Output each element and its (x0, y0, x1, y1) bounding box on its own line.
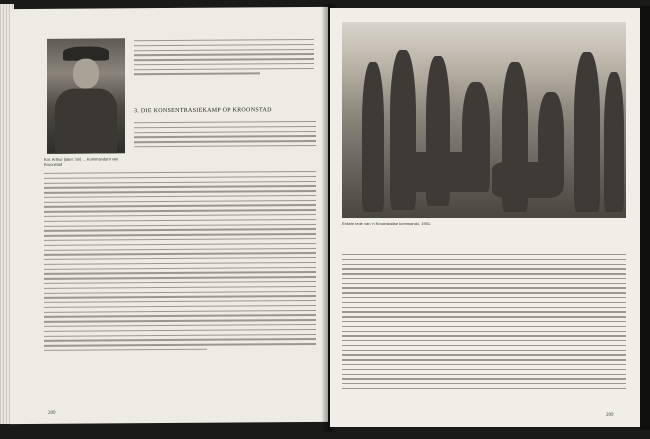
portrait-photo (47, 38, 125, 154)
group-photo-caption: Enkele lede van 'n Kroonstadse kommando, 1901. (342, 221, 432, 226)
left-page (10, 7, 328, 424)
right-page (330, 8, 642, 427)
left-folio: 209 (48, 410, 56, 416)
table-edge (640, 6, 650, 430)
text-block-mid (134, 121, 316, 151)
section-heading: 3. DIE KONSENTRASIEKAMP OP KROONSTAD (134, 107, 272, 115)
text-block-main (44, 171, 316, 355)
group-photo (342, 22, 626, 218)
right-folio: 209 (606, 413, 614, 418)
text-block-top (134, 39, 314, 79)
right-text-block (342, 254, 626, 393)
portrait-caption: Kol. Arthur (later: Sir) ... Kommandant van Kroonstad (44, 156, 119, 167)
